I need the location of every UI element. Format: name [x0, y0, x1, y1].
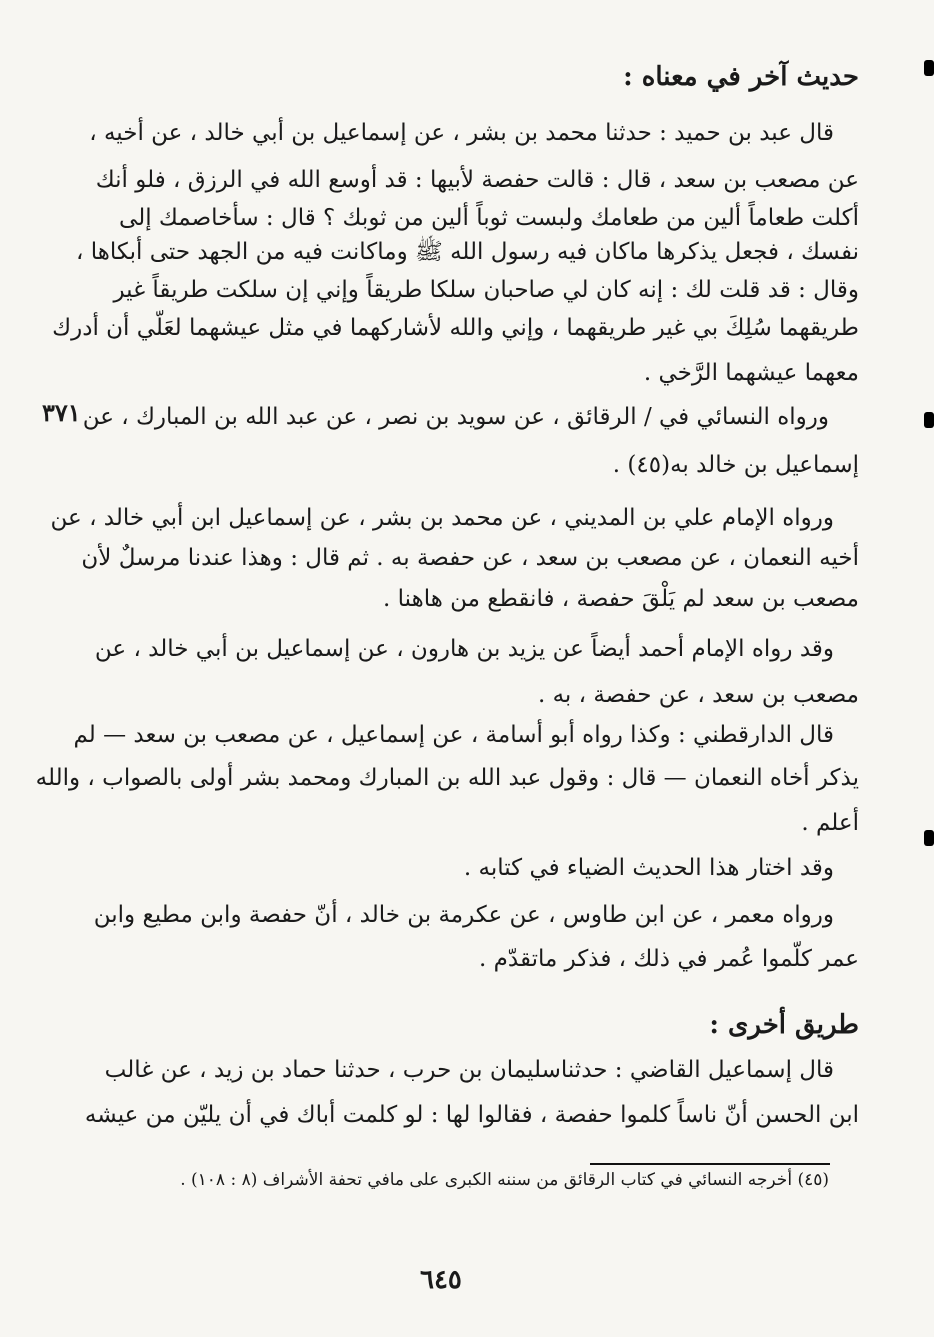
edge-mark	[924, 412, 934, 428]
text-line: وقد اختار هذا الحديث الضياء في كتابه .	[463, 855, 834, 881]
text-line: عن مصعب بن سعد ، قال : قالت حفصة لأبيها : قد أوسع الله في الرزق ، فلو أنك	[95, 167, 859, 193]
text-line: مصعب بن سعد ، عن حفصة ، به .	[537, 682, 859, 708]
text-line: يذكر أخاه النعمان — قال : وقول عبد الله بن المبارك ومحمد بشر أولى بالصواب ، والله	[35, 765, 859, 791]
text-line: ابن الحسن أنّ ناساً كلموا حفصة ، فقالوا لها : لو كلمت أباك في أن يليّن من عيشه	[84, 1102, 859, 1128]
text-line: وقد رواه الإمام أحمد أيضاً عن يزيد بن هارون ، عن إسماعيل بن أبي خالد ، عن	[94, 636, 834, 662]
text-line: ورواه معمر ، عن ابن طاوس ، عن عكرمة بن خالد ، أنّ حفصة وابن مطيع وابن	[93, 902, 834, 928]
text-line: قال عبد بن حميد : حدثنا محمد بن بشر ، عن إسماعيل بن أبي خالد ، عن أخيه ،	[89, 120, 834, 146]
text-line: معهما عيشهما الرَّخي .	[643, 360, 859, 386]
text-line: عمر كلّموا عُمر في ذلك ، فذكر ماتقدّم .	[479, 946, 859, 972]
text-line: ورواه الإمام علي بن المديني ، عن محمد بن بشر ، عن إسماعيل ابن أبي خالد ، عن	[50, 505, 834, 531]
footnote: (٤٥) أخرجه النسائي في كتاب الرقائق من سننه الكبرى على مافي تحفة الأشراف (٨ : ١٠٨) .	[180, 1170, 829, 1190]
edge-mark	[924, 830, 934, 846]
text-line: إسماعيل بن خالد به(٤٥) .	[612, 452, 859, 478]
text-line: ورواه النسائي في / الرقائق ، عن سويد بن نصر ، عن عبد الله بن المبارك ، عن	[82, 404, 829, 430]
page-number: ٦٤٥	[420, 1265, 462, 1295]
section-heading: حديث آخر في معناه :	[623, 62, 859, 92]
text-line: أعلم .	[801, 810, 859, 836]
text-line: قال الدارقطني : وكذا رواه أبو أسامة ، عن إسماعيل ، عن مصعب بن سعد — لم	[73, 722, 834, 748]
edge-mark	[924, 60, 934, 76]
margin-page-reference: ٣٧١	[42, 398, 81, 427]
text-line: نفسك ، فجعل يذكرها ماكان فيه رسول الله ﷺ وماكانت فيه من الجهد حتى أبكاها ،	[76, 239, 859, 265]
text-line: أخيه النعمان ، عن مصعب بن سعد ، عن حفصة به . ثم قال : وهذا عندنا مرسلٌ لأن	[81, 545, 859, 571]
text-line: مصعب بن سعد لم يَلْقَ حفصة ، فانقطع من هاهنا .	[383, 586, 859, 612]
footnote-divider	[590, 1163, 830, 1165]
text-line: وقال : قد قلت لك : إنه كان لي صاحبان سلكا طريقاً وإني إن سلكت طريقاً غير	[113, 277, 859, 303]
section-heading: طريق أخرى :	[709, 1010, 859, 1040]
text-line: طريقهما سُلِكَ بي غير طريقهما ، وإني والله لأشاركهما في مثل عيشهما لعَلّي أن أدرك	[52, 315, 859, 341]
text-line: قال إسماعيل القاضي : حدثناسليمان بن حرب ، حدثنا حماد بن زيد ، عن غالب	[104, 1057, 834, 1083]
text-line: أكلت طعاماً ألين من طعامك ولبست ثوباً ألين من ثوبك ؟ قال : سأخاصمك إلى	[119, 205, 859, 231]
